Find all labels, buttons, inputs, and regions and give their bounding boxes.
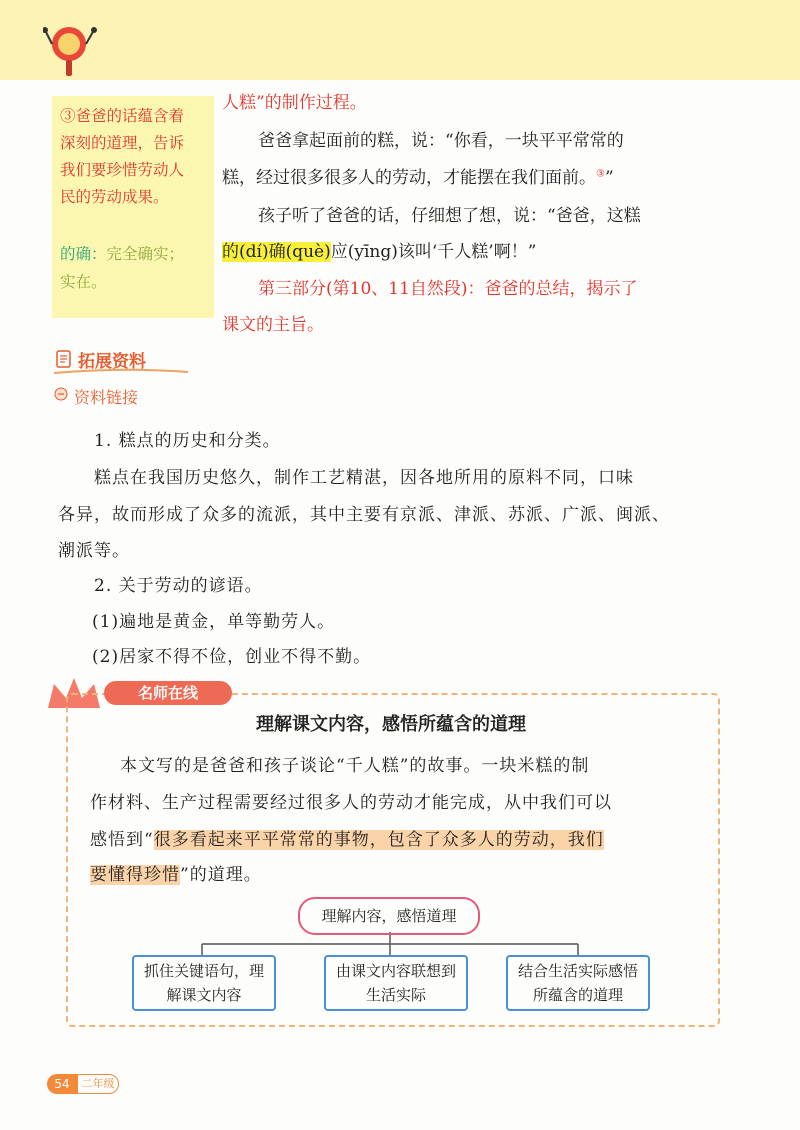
- subheading: 资料链接: [74, 388, 139, 407]
- gloss-definition: 完全确实；: [106, 245, 185, 263]
- drum-icon: [43, 22, 99, 78]
- highlighted-word: 的(dí)确(què): [222, 242, 331, 262]
- list-item-title: 2. 关于劳动的谚语。: [94, 576, 263, 596]
- tip-text: 感悟到“很多看起来平平常常的事物，包含了众多人的劳动，我们: [90, 830, 604, 850]
- tip-text: 本文写的是爸爸和孩子谈论“千人糕”的故事。一块米糕的制: [120, 756, 590, 776]
- annotation-note: ③爸爸的话蕴含着 深刻的道理，告诉 我们要珍惜劳动人 民的劳动成果。: [60, 107, 185, 206]
- body-text: 潮派等。: [58, 541, 130, 561]
- diagram-node: 抓住关键语句，理解课文内容: [132, 955, 276, 1011]
- diagram-node: 由课文内容联想到生活实际: [324, 955, 468, 1011]
- body-text: 各异，故而形成了众多的流派，其中主要有京派、津派、苏派、广派、闽派、: [58, 505, 670, 525]
- tip-text: 要懂得珍惜”的道理。: [90, 865, 262, 885]
- body-text: 糕点在我国历史悠久，制作工艺精湛，因各地所用的原料不同，口味: [94, 468, 634, 488]
- section-summary: 课文的主旨。: [222, 315, 324, 335]
- heading-underline: [52, 368, 192, 376]
- gloss-term: 的确：: [60, 245, 107, 263]
- passage-line: 爸爸拿起面前的糕，说：“你看，一块平平常常的: [258, 131, 624, 151]
- teacher-badge: 名师在线: [104, 681, 232, 705]
- tip-text: 作材料、生产过程需要经过很多人的劳动才能完成，从中我们可以: [90, 793, 612, 813]
- passage-line: 的(dí)确(què)应(yīng)该叫‘千人糕’啊！”: [222, 242, 537, 262]
- page-number: 54: [47, 1074, 77, 1094]
- list-item-title: 1. 糕点的历史和分类。: [94, 431, 281, 451]
- section-heading: 拓展资料: [78, 352, 146, 372]
- annotation-marker: ③: [596, 168, 605, 180]
- proverb: (1)遍地是黄金，单等勤劳人。: [92, 612, 336, 632]
- bullet-icon: [54, 387, 68, 401]
- tip-title: 理解课文内容，感悟所蕴含的道理: [256, 714, 526, 735]
- key-idea-highlight: 很多看起来平平常常的事物，包含了众多人的劳动，我们: [153, 830, 604, 850]
- passage-line: 孩子听了爸爸的话，仔细想了想，说：“爸爸，这糕: [258, 206, 641, 226]
- diagram-node: 结合生活实际感悟所蕴含的道理: [506, 955, 650, 1011]
- passage-line: 糕，经过很多很多人的劳动，才能摆在我们面前。③”: [222, 168, 614, 188]
- passage-line: 人糕”的制作过程。: [222, 93, 367, 113]
- header-band: [0, 0, 800, 80]
- grade-label: 二年级: [77, 1074, 119, 1094]
- word-gloss: 的确：完全确实； 实在。: [60, 245, 185, 291]
- document-icon: [56, 350, 72, 368]
- proverb: (2)居家不得不俭，创业不得不勤。: [92, 647, 372, 667]
- section-summary: 第三部分(第10、11自然段)：爸爸的总结，揭示了: [258, 279, 638, 299]
- diagram-root: 理解内容，感悟道理: [298, 897, 480, 935]
